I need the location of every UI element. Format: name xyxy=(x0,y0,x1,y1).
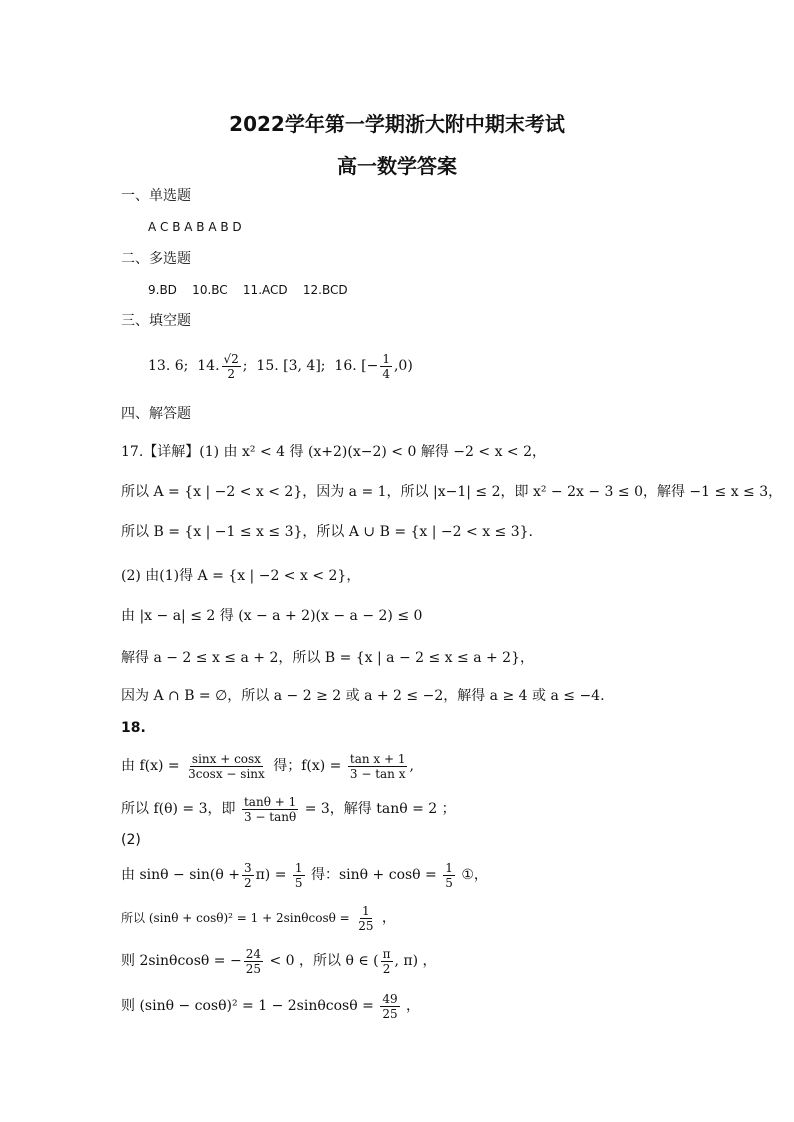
answer-16-denominator: 4 xyxy=(382,366,390,381)
p18-l3-mid: π) = xyxy=(255,867,287,883)
p18-l5-den2: 2 xyxy=(382,961,391,976)
answer-16-fraction xyxy=(380,352,392,381)
page-subtitle: 高一数学答案 xyxy=(337,154,457,178)
answer-15: 15. [3, 4]; xyxy=(256,358,326,374)
p17-line-1: 17.【详解】(1) 由 x² < 4 得 (x+2)(x−2) < 0 解得 −2 < x < 2， xyxy=(121,444,546,460)
p18-l6-fraction xyxy=(380,992,399,1021)
p18-l3-den3: 5 xyxy=(445,875,453,890)
answer-13: 13. 6; xyxy=(148,358,189,374)
p18-l3-num3: 1 xyxy=(445,860,453,875)
p18-l3-fraction-3 xyxy=(443,861,455,890)
answer-16-end: ,0) xyxy=(393,358,413,374)
p17-line-7: 因为 A ∩ B = ∅，所以 a − 2 ≥ 2 或 a + 2 ≤ −2，解得 a ≥ 4 或 a ≤ −4. xyxy=(121,688,605,704)
p18-l1-mid: 得；f(x) = xyxy=(273,758,342,774)
p18-l1-end: , xyxy=(409,758,414,774)
answer-14-label: 14. xyxy=(197,358,220,374)
p18-l3-den2: 5 xyxy=(294,875,303,890)
p18-l6-num: 49 xyxy=(382,991,398,1006)
p18-l2-num: tanθ + 1 xyxy=(243,794,297,809)
p18-l1-fraction-2 xyxy=(348,752,408,781)
p18-l5-prefix: 则 2sinθcosθ = − xyxy=(121,953,242,969)
p18-l3-num2: 1 xyxy=(294,860,303,875)
multi-choice-answers: 9.BD 10.BC 11.ACD 12.BCD xyxy=(148,283,348,297)
p17-line-6: 解得 a − 2 ≤ x ≤ a + 2，所以 B = {x | a − 2 ≤ x ≤ a + 2}， xyxy=(121,650,534,666)
p18-l6-den: 25 xyxy=(382,1006,398,1021)
answer-16-label: 16. [− xyxy=(334,358,379,374)
fill-blank-answers xyxy=(148,346,413,386)
p18-l6-suffix: ， xyxy=(406,998,421,1014)
p18-part-2: (2) xyxy=(121,832,141,848)
p17-line-5: 由 |x − a| ≤ 2 得 (x − a + 2)(x − a − 2) ≤ 0 xyxy=(121,608,423,624)
p18-l2-fraction xyxy=(242,795,298,824)
p18-l1-num2: tan x + 1 xyxy=(349,751,406,766)
answer-16-numerator: 1 xyxy=(382,351,390,366)
p18-l5-num2: π xyxy=(382,946,391,961)
p18-l3-den1: 2 xyxy=(243,875,252,890)
p18-l5-den1: 25 xyxy=(245,961,261,976)
p18-l4-suffix: ， xyxy=(381,910,396,926)
p18-l5-mid: < 0 ，所以 θ ∈ ( xyxy=(269,953,379,969)
section-heading-fill-blank: 三、填空题 xyxy=(121,313,191,329)
p18-l5-fraction-1 xyxy=(244,947,263,976)
section-heading-solutions: 四、解答题 xyxy=(121,406,191,422)
section-heading-multi-choice: 二、多选题 xyxy=(121,251,191,267)
p18-line-1 xyxy=(121,748,414,784)
answer-14-fraction xyxy=(222,352,241,381)
p18-l3-num1: 3 xyxy=(243,860,252,875)
p18-l1-den2: 3 − tan x xyxy=(349,766,406,781)
p18-l1-prefix: 由 f(x) = xyxy=(121,758,180,774)
answer-14-denominator: 2 xyxy=(227,366,235,381)
p18-line-6 xyxy=(121,988,420,1024)
p18-l2-prefix: 所以 f(θ) = 3，即 xyxy=(121,801,236,817)
p18-line-4 xyxy=(121,900,396,936)
p18-l5-fraction-2 xyxy=(381,947,393,976)
p18-l5-suffix: , π) ， xyxy=(394,953,437,969)
answer-14-numerator: √2 xyxy=(223,351,239,366)
p17-line-4: (2) 由(1)得 A = {x | −2 < x < 2}， xyxy=(121,568,361,584)
p18-l5-num1: 24 xyxy=(245,946,261,961)
p18-l3-suffix: ①， xyxy=(461,867,488,883)
p18-l3-prefix: 由 sinθ − sin(θ + xyxy=(121,867,240,883)
p18-l3-mid2: 得：sinθ + cosθ = xyxy=(310,867,437,883)
p18-l6-prefix: 则 (sinθ − cosθ)² = 1 − 2sinθcosθ = xyxy=(121,998,374,1014)
p18-l1-fraction-1 xyxy=(186,752,267,781)
p18-l4-den: 25 xyxy=(358,918,374,933)
p18-line-3 xyxy=(121,857,488,893)
answer-14-sep: ; xyxy=(242,358,248,374)
p18-l1-den1: 3cosx − sinx xyxy=(188,766,265,781)
p18-l2-suffix: = 3，解得 tanθ = 2 ； xyxy=(304,801,456,817)
p18-line-5 xyxy=(121,943,437,979)
p18-l1-num1: sinx + cosx xyxy=(191,751,261,766)
p18-line-2 xyxy=(121,791,456,827)
section-heading-single-choice: 一、单选题 xyxy=(121,188,191,204)
page-title: 2022学年第一学期浙大附中期末考试 xyxy=(229,112,565,136)
single-choice-answers: A C B A B A B D xyxy=(148,220,242,234)
p18-l3-fraction-1 xyxy=(242,861,254,890)
p17-line-3: 所以 B = {x | −1 ≤ x ≤ 3}，所以 A ∪ B = {x | −2 < x ≤ 3}. xyxy=(121,524,533,540)
p18-number: 18. xyxy=(121,720,146,736)
p18-l4-prefix: 所以 (sinθ + cosθ)² = 1 + 2sinθcosθ = xyxy=(121,911,350,925)
p18-l3-fraction-2 xyxy=(293,861,305,890)
p18-l2-den: 3 − tanθ xyxy=(243,809,297,824)
p18-l4-num: 1 xyxy=(362,903,370,918)
p17-line-2: 所以 A = {x | −2 < x < 2}，因为 a = 1，所以 |x−1| ≤ 2，即 x² − 2x − 3 ≤ 0，解得 −1 ≤ x ≤ 3， xyxy=(121,484,783,500)
p18-l4-fraction xyxy=(356,904,375,933)
